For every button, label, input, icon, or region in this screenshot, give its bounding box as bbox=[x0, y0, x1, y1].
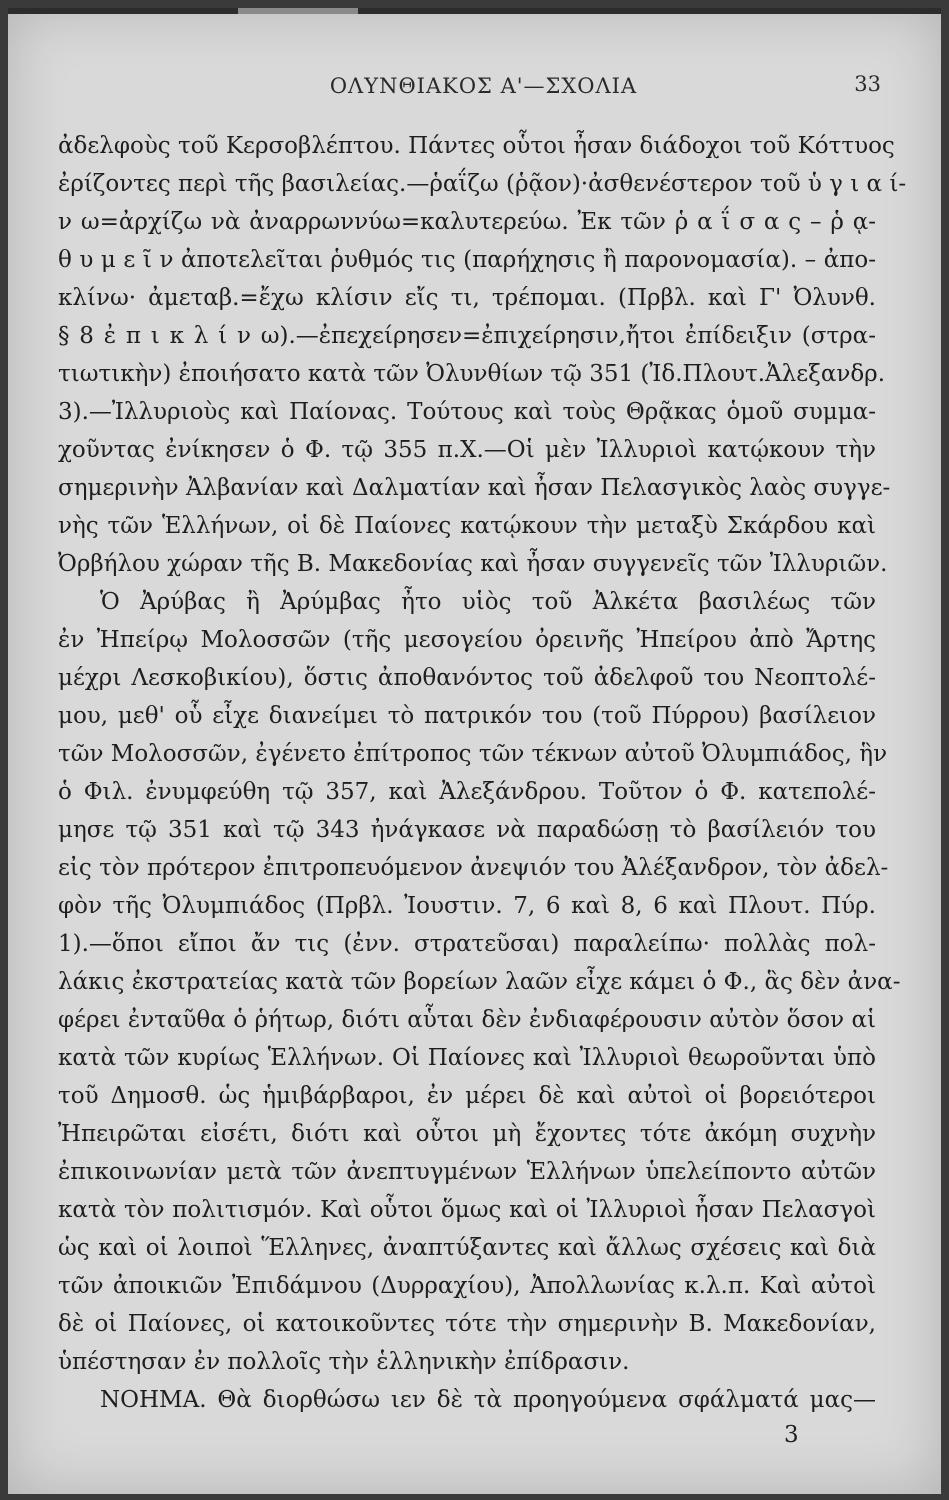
page-number: 33 bbox=[854, 72, 881, 96]
text-line: μου, μεθ' οὗ εἶχε διανείμει τὸ πατρικόν του (τοῦ Πύρρου) βασίλειον bbox=[58, 703, 876, 729]
running-title: ΟΛΥΝΘΙΑΚΟΣ Α'—ΣΧΟΛΙΑ bbox=[329, 74, 638, 98]
text-line: ΝΟΗΜΑ. Θὰ διορθώσω ιεν δὲ τὰ προηγούμενα σφάλματά μας— bbox=[100, 1387, 876, 1413]
text-line: ἀδελφοὺς τοῦ Κερσοβλέπτου. Πάντες οὗτοι ἦσαν διάδοχοι τοῦ Κόττυος bbox=[58, 133, 895, 159]
text-line: Ὀρβήλου χώραν τῆς Β. Μακεδονίας καὶ ἦσαν συγγενεῖς τῶν Ἰλλυριῶν. bbox=[58, 551, 888, 577]
text-line: φέρει ἐνταῦθα ὁ ῥήτωρ, διότι αὗται δὲν ἐνδιαφέρουσιν αὐτὸν ὅσον αἱ bbox=[58, 1007, 876, 1033]
text-line: δὲ οἱ Παίονες, οἱ κατοικοῦντες τότε τὴν σημερινὴν Β. Μακεδονίαν, bbox=[58, 1311, 876, 1337]
text-line: § 8 ἐ π ι κ λ ί ν ω).—ἐπεχείρησεν=ἐπιχείρησιν,ἤτοι ἐπίδειξιν (στρα- bbox=[58, 323, 876, 349]
book-page bbox=[8, 8, 941, 1494]
text-line: θ υ μ ε ῖ ν ἀποτελεῖται ῥυθμός τις (παρήχησις ἢ παρονομασία). – ἀπο- bbox=[58, 247, 876, 273]
text-line: ἐπικοινωνίαν μετὰ τῶν ἀνεπτυγμένων Ἑλλήνων ὑπελείποντο αὐτῶν bbox=[58, 1159, 876, 1185]
text-line: μέχρι Λεσκοβικίου), ὅστις ἀποθανόντος τοῦ ἀδελφοῦ του Νεοπτολέ- bbox=[58, 665, 876, 691]
text-line: ὁ Φιλ. ἐνυμφεύθη τῷ 357, καὶ Ἀλεξάνδρου. Τοῦτον ὁ Φ. κατεπολέ- bbox=[58, 779, 876, 805]
text-line: σημερινὴν Ἀλβανίαν καὶ Δαλματίαν καὶ ἦσαν Πελασγικὸς λαὸς συγγε- bbox=[58, 475, 891, 501]
text-line: Ἠπειρῶται εἰσέτι, διότι καὶ οὗτοι μὴ ἔχοντες τότε ἀκόμη συχνὴν bbox=[58, 1121, 876, 1147]
text-line: τιωτικὴν) ἐποιήσατο κατὰ τῶν Ὀλυνθίων τῷ 351 (Ἰδ.Πλουτ.Ἀλεξανδρ. bbox=[58, 361, 886, 387]
text-line: τοῦ Δημοσθ. ὡς ἡμιβάρβαροι, ἐν μέρει δὲ καὶ αὐτοὶ οἱ βορειότεροι bbox=[58, 1083, 876, 1109]
text-line: κατὰ τὸν πολιτισμόν. Καὶ οὗτοι ὅμως καὶ οἱ Ἰλλυριοὶ ἦσαν Πελασγοὶ bbox=[58, 1197, 876, 1223]
signature-mark: 3 bbox=[784, 1422, 799, 1448]
text-line: λάκις ἐκστρατείας κατὰ τῶν βορείων λαῶν εἶχε κάμει ὁ Φ., ἃς δὲν ἀνα- bbox=[58, 969, 901, 995]
text-line: νὴς τῶν Ἑλλήνων, οἱ δὲ Παίονες κατῴκουν τὴν μεταξὺ Σκάρδου καὶ bbox=[58, 513, 876, 539]
text-line: ὡς καὶ οἱ λοιποὶ Ἕλληνες, ἀναπτύξαντες καὶ ἄλλως σχέσεις καὶ διὰ bbox=[58, 1235, 876, 1261]
text-line: μησε τῷ 351 καὶ τῷ 343 ἠνάγκασε νὰ παραδώσῃ τὸ βασίλειόν του bbox=[58, 817, 876, 843]
text-line: ν ω=ἀρχίζω νὰ ἀναρρωννύω=καλυτερεύω. Ἐκ τῶν ῥ α ΐ σ α ς – ῥ ᾳ- bbox=[58, 209, 876, 235]
text-line: κατὰ τῶν κυρίως Ἑλλήνων. Οἱ Παίονες καὶ Ἰλλυριοὶ θεωροῦνται ὑπὸ bbox=[58, 1045, 876, 1071]
text-line: ἐν Ἠπείρῳ Μολοσσῶν (τῆς μεσογείου ὀρεινῆς Ἠπείρου ἀπὸ Ἄρτης bbox=[58, 627, 876, 653]
text-line: ἐρίζοντες περὶ τῆς βασιλείας.—ῥαΐζω (ῥᾷον)·ἀσθενέστερον τοῦ ὑ γ ι α ί- bbox=[58, 171, 907, 197]
text-line: εἰς τὸν πρότερον ἐπιτροπευόμενον ἀνεψιόν του Ἀλέξανδρον, τὸν ἀδελ- bbox=[58, 855, 889, 881]
text-line: 1).—ὅποι εἴποι ἄν τις (ἐνν. στρατεῦσαι) παραλείπω· πολλὰς πολ- bbox=[58, 931, 876, 957]
text-line: τῶν ἀποικιῶν Ἐπιδάμνου (Δυρραχίου), Ἀπολλωνίας κ.λ.π. Καὶ αὐτοὶ bbox=[58, 1273, 876, 1299]
text-line: χοῦντας ἐνίκησεν ὁ Φ. τῷ 355 π.Χ.—Οἱ μὲν Ἰλλυριοὶ κατῴκουν τὴν bbox=[58, 437, 876, 463]
text-line: 3).—Ἰλλυριοὺς καὶ Παίονας. Τούτους καὶ τοὺς Θρᾷκας ὁμοῦ συμμα- bbox=[58, 399, 876, 425]
text-line: τῶν Μολοσσῶν, ἐγένετο ἐπίτροπος τῶν τέκνων αὐτοῦ Ὀλυμπιάδος, ἣν bbox=[58, 741, 888, 767]
text-line: Ὁ Ἀρύβας ἢ Ἀρύμβας ἦτο υἱὸς τοῦ Ἀλκέτα βασιλέως τῶν bbox=[100, 589, 876, 615]
text-line: κλίνω· ἀμεταβ.=ἔχω κλίσιν εἴς τι, τρέπομαι. (Πρβλ. καὶ Γ' Ὀλυνθ. bbox=[58, 285, 876, 311]
text-line: ὑπέστησαν ἐν πολλοῖς τὴν ἑλληνικὴν ἐπίδρασιν. bbox=[58, 1349, 630, 1375]
body-text bbox=[8, 8, 941, 1494]
text-line: φὸν τῆς Ὀλυμπιάδος (Πρβλ. Ἰουστιν. 7, 6 καὶ 8, 6 καὶ Πλουτ. Πύρ. bbox=[58, 893, 876, 919]
